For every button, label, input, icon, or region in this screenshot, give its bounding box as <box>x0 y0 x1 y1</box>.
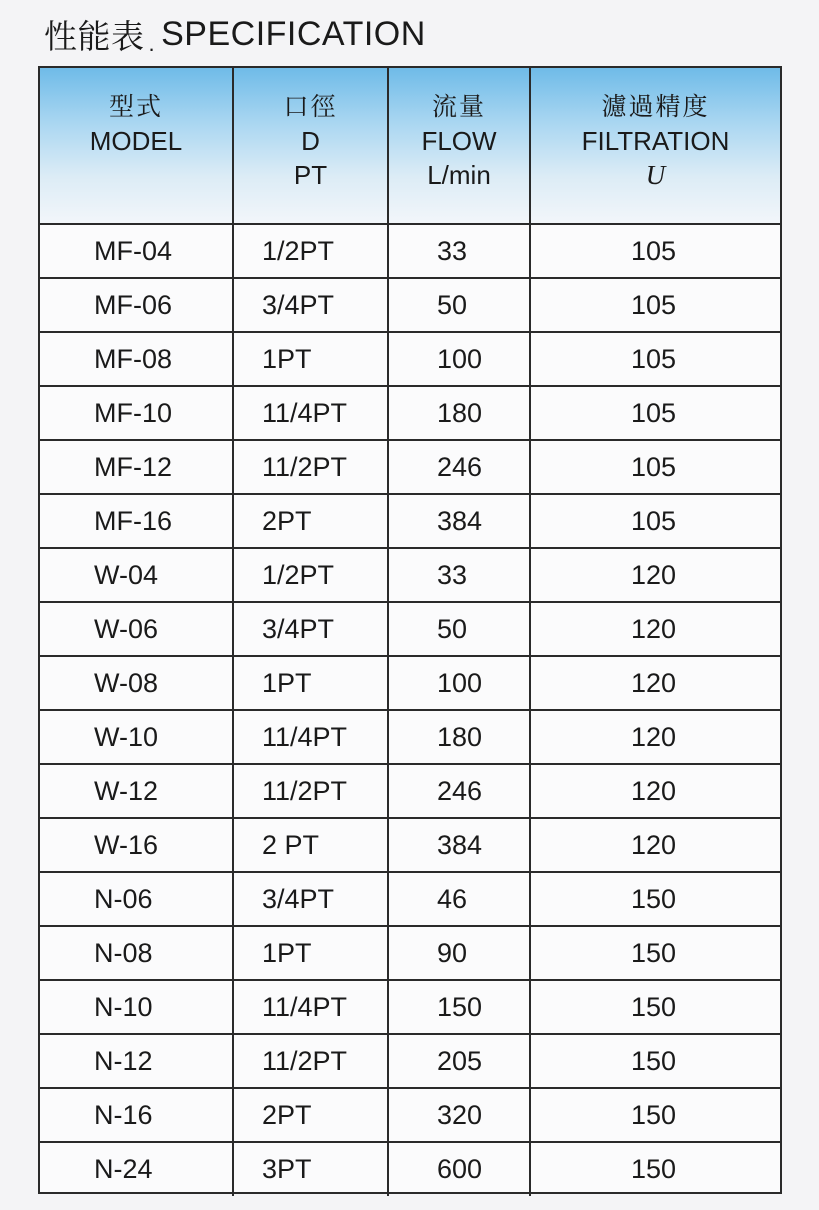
port-size-cell: 2PT <box>233 1088 388 1142</box>
table-row <box>40 872 780 926</box>
port-size-cell: 11/2PT <box>233 764 388 818</box>
filtration-cell: 105 <box>530 440 780 494</box>
filtration-cell: 150 <box>530 1088 780 1142</box>
flow-cell: 246 <box>388 440 530 494</box>
header-filtration-unit: U <box>645 160 666 190</box>
flow-cell: 320 <box>388 1088 530 1142</box>
port-size-cell: 1PT <box>233 926 388 980</box>
port-size-cell: 3PT <box>233 1142 388 1196</box>
filtration-cell: 150 <box>530 872 780 926</box>
header-flow-unit: L/min <box>427 160 491 190</box>
table-row <box>40 1088 780 1142</box>
filtration-cell: 120 <box>530 710 780 764</box>
model-cell: N-12 <box>40 1034 233 1088</box>
table-row <box>40 494 780 548</box>
flow-cell: 205 <box>388 1034 530 1088</box>
flow-cell: 384 <box>388 818 530 872</box>
flow-cell: 46 <box>388 872 530 926</box>
model-cell: MF-04 <box>40 224 233 278</box>
model-cell: N-16 <box>40 1088 233 1142</box>
filtration-cell: 105 <box>530 224 780 278</box>
filtration-cell: 150 <box>530 980 780 1034</box>
model-cell: N-10 <box>40 980 233 1034</box>
table-header-row <box>40 68 780 224</box>
filtration-cell: 120 <box>530 656 780 710</box>
table-row <box>40 656 780 710</box>
model-cell: W-10 <box>40 710 233 764</box>
page-title <box>44 10 426 58</box>
flow-cell: 50 <box>388 602 530 656</box>
port-size-cell: 3/4PT <box>233 602 388 656</box>
filtration-cell: 120 <box>530 548 780 602</box>
column-header-model <box>40 68 233 224</box>
filtration-cell: 105 <box>530 278 780 332</box>
port-size-cell: 1PT <box>233 656 388 710</box>
table-row <box>40 710 780 764</box>
table-row <box>40 386 780 440</box>
flow-cell: 50 <box>388 278 530 332</box>
port-size-cell: 11/2PT <box>233 1034 388 1088</box>
port-size-cell: 11/2PT <box>233 440 388 494</box>
title-separator: . <box>148 31 156 56</box>
flow-cell: 33 <box>388 224 530 278</box>
filtration-cell: 105 <box>530 386 780 440</box>
filtration-cell: 105 <box>530 494 780 548</box>
header-diameter-en: D <box>301 126 320 156</box>
port-size-cell: 2 PT <box>233 818 388 872</box>
filtration-cell: 150 <box>630 1154 677 1184</box>
table-row <box>40 1142 780 1196</box>
model-cell: W-12 <box>40 764 233 818</box>
flow-cell: 150 <box>388 980 530 1034</box>
flow-cell: 100 <box>388 332 530 386</box>
port-size-cell: 3/4PT <box>233 872 388 926</box>
port-size-cell: 2PT <box>233 494 388 548</box>
model-cell: MF-08 <box>40 332 233 386</box>
filtration-cell: 105 <box>530 332 780 386</box>
model-cell: W-06 <box>40 602 233 656</box>
filtration-cell: 120 <box>530 764 780 818</box>
header-filtration-cn: 濾過精度 <box>601 92 710 121</box>
table-row <box>40 764 780 818</box>
table-row <box>40 224 780 278</box>
model-cell: MF-16 <box>40 494 233 548</box>
port-size-cell: 3/4PT <box>233 278 388 332</box>
flow-cell: 246 <box>388 764 530 818</box>
table-row <box>40 818 780 872</box>
header-flow-cn: 流量 <box>431 92 486 121</box>
table-row <box>40 440 780 494</box>
model-cell: N-08 <box>40 926 233 980</box>
table-body <box>40 224 780 1196</box>
flow-cell: 384 <box>388 494 530 548</box>
port-size-cell: 11/4PT <box>233 980 388 1034</box>
column-header-filtration <box>530 68 780 224</box>
header-diameter-cn: 口徑 <box>283 92 338 121</box>
specification-table <box>40 68 780 1196</box>
header-diameter-unit: PT <box>293 160 328 190</box>
flow-cell: 90 <box>388 926 530 980</box>
header-model-cn: 型式 <box>108 92 163 121</box>
table-row <box>40 980 780 1034</box>
spec-sheet <box>38 66 782 1194</box>
title-english: SPECIFICATION <box>161 14 426 53</box>
table-row <box>40 602 780 656</box>
port-size-cell: 1PT <box>233 332 388 386</box>
filtration-cell: 120 <box>530 602 780 656</box>
flow-cell: 33 <box>388 548 530 602</box>
flow-cell: 180 <box>388 386 530 440</box>
model-cell: MF-10 <box>40 386 233 440</box>
model-cell: N-24 <box>40 1142 233 1196</box>
port-size-cell: 1/2PT <box>233 548 388 602</box>
table-row <box>40 926 780 980</box>
model-cell: MF-06 <box>40 278 233 332</box>
table-row <box>40 548 780 602</box>
flow-cell: 180 <box>388 710 530 764</box>
model-cell: N-06 <box>40 872 233 926</box>
port-size-cell: 11/4PT <box>233 386 388 440</box>
port-size-cell: 11/4PT <box>233 710 388 764</box>
flow-cell: 100 <box>388 656 530 710</box>
model-cell: W-16 <box>40 818 233 872</box>
header-model-en: MODEL <box>89 126 183 156</box>
filtration-cell: 150 <box>530 926 780 980</box>
header-filtration-en: FILTRATION <box>581 126 730 156</box>
model-cell: MF-12 <box>40 440 233 494</box>
model-cell: W-08 <box>40 656 233 710</box>
table-row <box>40 1034 780 1088</box>
table-row <box>40 278 780 332</box>
table-row <box>40 332 780 386</box>
column-header-flow <box>388 68 530 224</box>
header-flow-en: FLOW <box>421 126 497 156</box>
flow-cell: 600 <box>388 1142 530 1196</box>
column-header-diameter <box>233 68 388 224</box>
port-size-cell: 1/2PT <box>233 224 388 278</box>
filtration-cell: 150 <box>530 1034 780 1088</box>
title-chinese: 性能表 <box>44 16 145 56</box>
filtration-cell: 120 <box>530 818 780 872</box>
model-cell: W-04 <box>40 548 233 602</box>
